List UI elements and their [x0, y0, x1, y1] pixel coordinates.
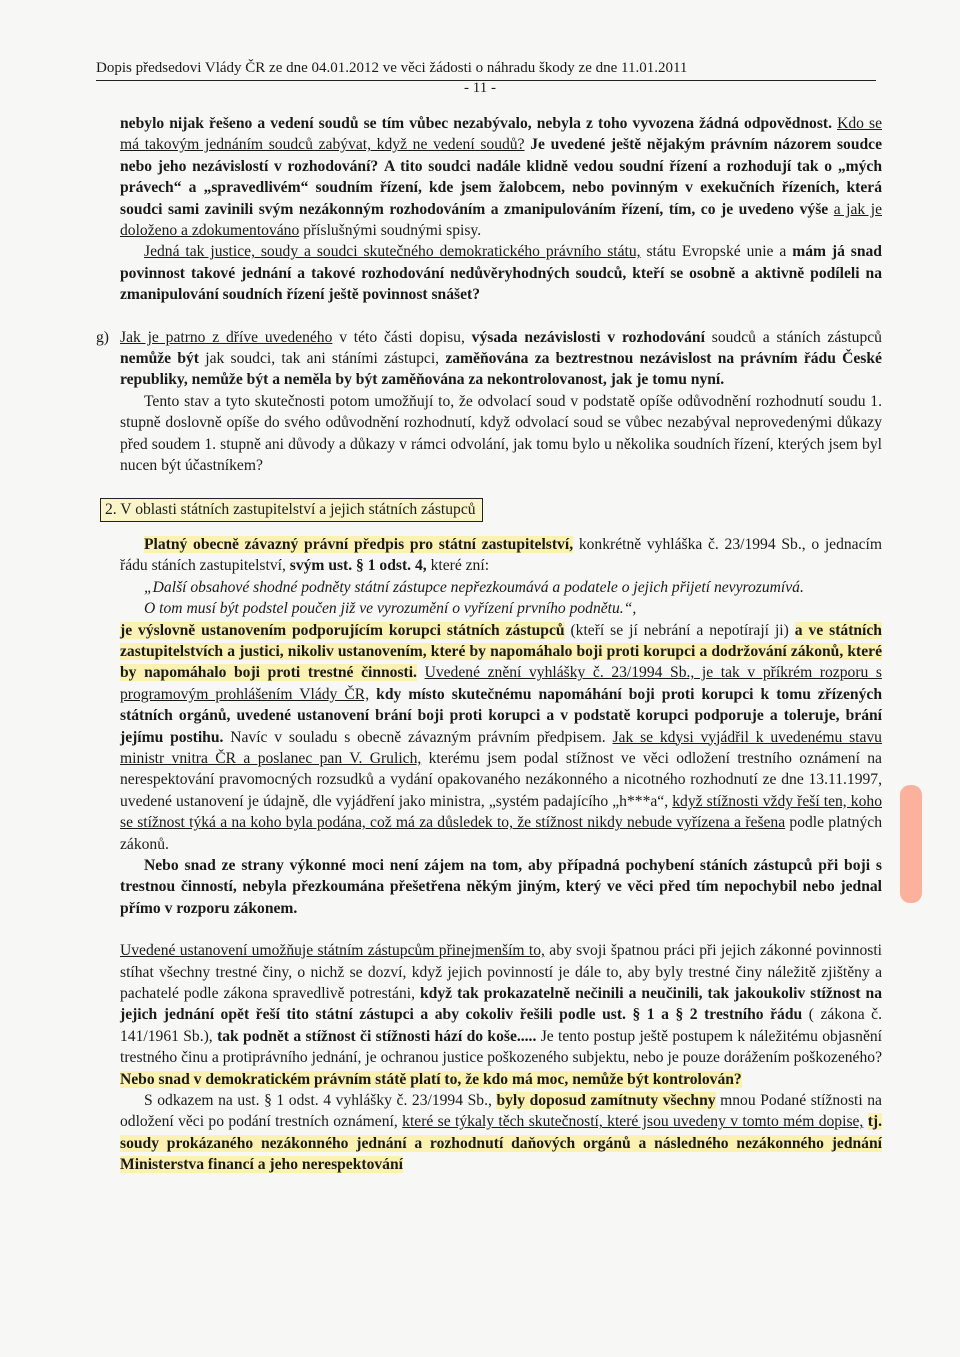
section-heading	[105, 498, 882, 522]
paragraph-odkaz: S odkazem na ust. § 1 odst. 4 vyhlášky č. 23/1994 Sb., byly doposud zamítnuty všechny mnou Podané stížnosti na odložení věci po podání trestních oznámení, které se týkaly těch skutečností, které jsou uvedeny v tomto mém dopise, tj. soudy prokázaného nezákonného jednání a rozhodnutí daňových orgánů a následného nezákonného jednání Ministerstva financí a jeho nerespektování	[120, 1092, 882, 1174]
letter-body	[96, 113, 883, 1176]
quote-line-2: O tom musí být podstel poučen již ve vyrozumění o vyřízení prvního podnětu.“,	[144, 600, 637, 618]
page-header: Dopis předsedovi Vlády ČR ze dne 04.01.2012 ve věci žádosti o náhradu škody ze dne 11.01.2011	[96, 60, 876, 81]
page-number: - 11 -	[464, 80, 496, 96]
quote-line-1: „Další obsahové shodné podněty státní zástupce nepřezkoumává a podatele o jejich přijetí nevyrozumívá.	[144, 578, 804, 596]
paragraph-vykonna-moc: Nebo snad ze strany výkonné moci není zájem na tom, aby případná pochybení stáních zástupců při boji s trestnou činností, nebyla přezkoumána přešetřena někým jiným, který ve věci před tím nepochybil nebo jednal přímo v rozporu zákonem.	[120, 857, 882, 917]
paragraph-g: g) Jak je patrno z dříve uvedeného v této části dopisu, výsada nezávislosti v rozhodování soudců a stáních zástupců nemůže být jak soudci, tak ani stáními zástupci, zaměňována za beztrestnou nezávislost na právním řádu České republiky, nemůže být a neměla by být zaměňována za nekontrolovanost, jak je tomu nyní.	[96, 328, 882, 389]
paragraph-korupce: je výslovně ustanovením podporujícím korupci státních zástupců (kteří se jí nebrání a nepotírají ji) a ve státních zastupitelstvích a justici, nikoliv ustanovením, které by napomáhalo boji proti korupci a dodržování zákonů, které by napomáhalo boji proti trestné činnosti. Uvedené znění vyhlášky č. 23/1994 Sb., je tak v příkrém rozporu s programovým prohlášením Vlády ČR, kdy místo skutečnému napomáhání boji proti korupci k tomu zřízených státních orgánů, uvedené ustanovení brání boji proti korupci a v podstatě korupci podporuje a toleruje, brání jejímu postihu. Navíc v souladu s obecně závazným právním předpisem. Jak se kdysi vyjádřil k uvedenému stavu ministr vnitra ČR a poslanec pan V. Grulich, kterému jsem podal stížnost ve věci odložení trestního oznámení na nerespektování pravomocných rozsudků a vydání opakovaného nezákonného a nicotného rozhodnutí ze dne 13.11.1997, uvedené ustanovení je údajně, dle vyjádření jako ministra, „systém padajícího „h***a“, když stížnosti vždy řeší ten, koho se stížnost týká a na koho byla podána, což má za důsledek to, že stížnost nikdy nebude vyřízena a řešena podle platných zákonů.	[120, 621, 882, 853]
paragraph-vyhlaska: Platný obecně závazný právní předpis pro státní zastupitelství, konkrétně vyhláška č. 23/1994 Sb., o jednacím řádu stáních zastupitelství, svým ust. § 1 odst. 4, které zní:	[120, 535, 882, 575]
paragraph-soudy-vedeni: nebylo nijak řešeno a vedení soudů se tím vůbec nezabývalo, nebyla z toho vyvozena žádná odpovědnost. Kdo se má takovým jednáním soudců zabývat, když ne vedení soudů? Je uvedené ještě nějakým právním názorem soudce nebo jeho nezávislostí v rozhodování? A tito soudci nadále klidně vedou soudní řízení a rozhodují tak o „mých právech“ a „spravedlivém“ soudním řízení, kde jsem žalobcem, nebo povinným v exekučních řízeních, která soudci sami zavinili svým nezákonným rozhodováním a zmanipulováním řízení, tím, co je uvedeno výše a jak je doloženo a zdokumentováno příslušnými soudnými spisy.	[120, 115, 883, 240]
paragraph-ustanoveni: Uvedené ustanovení umožňuje státním zástupcům přinejmenším to, aby svoji špatnou práci při jejich zákonné povinnosti stíhat všechny trestné činy, o nichž se dozví, když jejich povinností je dále to, aby byly trestné činy náležitě zjištěny a pachatelé podle zákona spravedlivě potrestáni, když tak prokazatelně nečinili a neučinili, tak jakoukoliv stížnost na jejich jednání opět řeší tito státní zástupci a aby cokoliv řešili podle ust. § 1 a § 2 trestního řádu ( zákona č. 141/1961 Sb.), tak podnět a stížnost či stížnosti hází do koše..... Je tento postup ještě postupem k náležitému objasnění trestného činu a protiprávního jednání, je ochranou justice poškozeného subjektu, nebo je pouze dorážením poškozeného? Nebo snad v demokratickém právním státě platí to, že kdo má moc, nemůže být kontrolován?	[120, 942, 883, 1088]
list-marker-g: g)	[96, 328, 109, 346]
section-title-box: 2. V oblasti státních zastupitelství a jejich státních zástupců	[100, 498, 483, 522]
paragraph-odvolaci-soud: Tento stav a tyto skutečnosti potom umožňují to, že odvolací soud v podstatě opíše odůvodnění rozhodnutí soudu 1. stupně doslovně opíše do svého odůvodnění rozhodnutí, když odvolací soud se vůbec nezabýval neprovedenými důkazy před soudem 1. stupně ani důvody a důkazy v rámci odvolání, jak tomu bylo u několika soudních řízení, kterých jsem byl nucen být účastníkem?	[120, 392, 882, 475]
paragraph-justice-question: Jedná tak justice, soudy a soudci skutečného demokratického právního státu, státu Evropské unie a mám já snad povinnost takové jednání a takové rozhodování nedůvěryhodných soudců, kteří se osobně a aktivně podíleli na zmanipulování soudních řízení ještě povinnost snášet?	[120, 243, 882, 304]
orange-highlighter-mark	[900, 785, 922, 903]
